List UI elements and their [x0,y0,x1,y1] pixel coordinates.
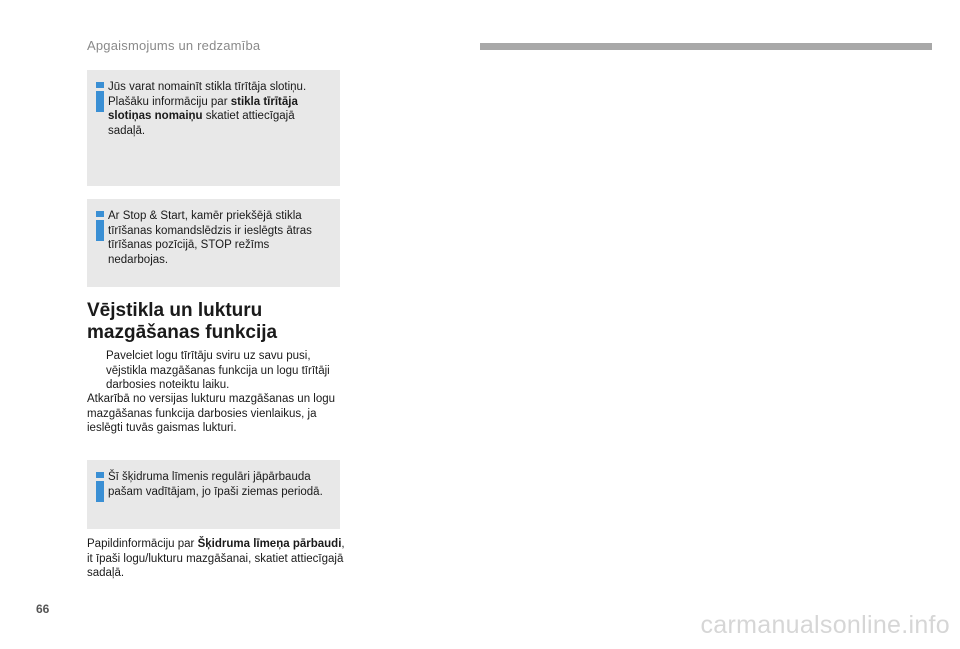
paragraph-text-part: Papildinformāciju par [87,538,198,550]
note-text: Šī šķidruma līmenis regulāri jāpārbauda pašam vadītājam, jo īpaši ziemas periodā. [108,471,323,498]
paragraph-link-fluid-level-check: Šķidruma līmeņa pārbaudi [197,538,342,550]
page-number: 66 [36,602,50,616]
paragraph-text-part: , it īpaši logu/lukturu mazgāšanai, skatiet attiecīgajā sadaļā. [87,538,345,579]
body-paragraph: Atkarībā no versijas lukturu mazgāšanas un logu mazgāšanas funkcija darbosies vienlaikus, ja ieslēgti tuvās gaismas lukturi. [87,393,336,434]
section-heading: Vējstikla un lukturu mazgāšanas funkcija [87,300,278,343]
note-text-part: skatiet attiecīgajā sadaļā. [108,110,295,137]
info-note-fluid-level [87,460,340,529]
note-text: Ar Stop & Start, kamēr priekšējā stikla tīrīšanas komandslēdzis ir ieslēgts ātras tīrīšanas pozīcijā, STOP režīms nedarbojas. [108,210,312,266]
body-paragraph-fluid [87,537,345,581]
info-icon [95,82,105,112]
info-icon [95,472,105,502]
note-text-part: Jūs varat nomainīt stikla tīrītāja slotiņu. Plašāku informāciju par [108,81,307,108]
info-note-stop-start [87,199,340,287]
info-note-wiper-blade [87,70,340,186]
header-divider-bar [480,43,932,50]
info-icon [95,211,105,241]
watermark: carmanualsonline.info [700,611,950,639]
page-header-title: Apgaismojums un redzamība [87,38,261,53]
bullet-item [87,349,342,393]
bullet-text: Pavelciet logu tīrītāju sviru uz savu pusi, vējstikla mazgāšanas funkcija un logu tīrītāji darbosies noteiktu laiku. [106,350,330,391]
note-link-wiper-blade-replacement: stikla tīrītāja slotiņas nomaiņu [108,95,298,122]
note-text [108,80,332,138]
